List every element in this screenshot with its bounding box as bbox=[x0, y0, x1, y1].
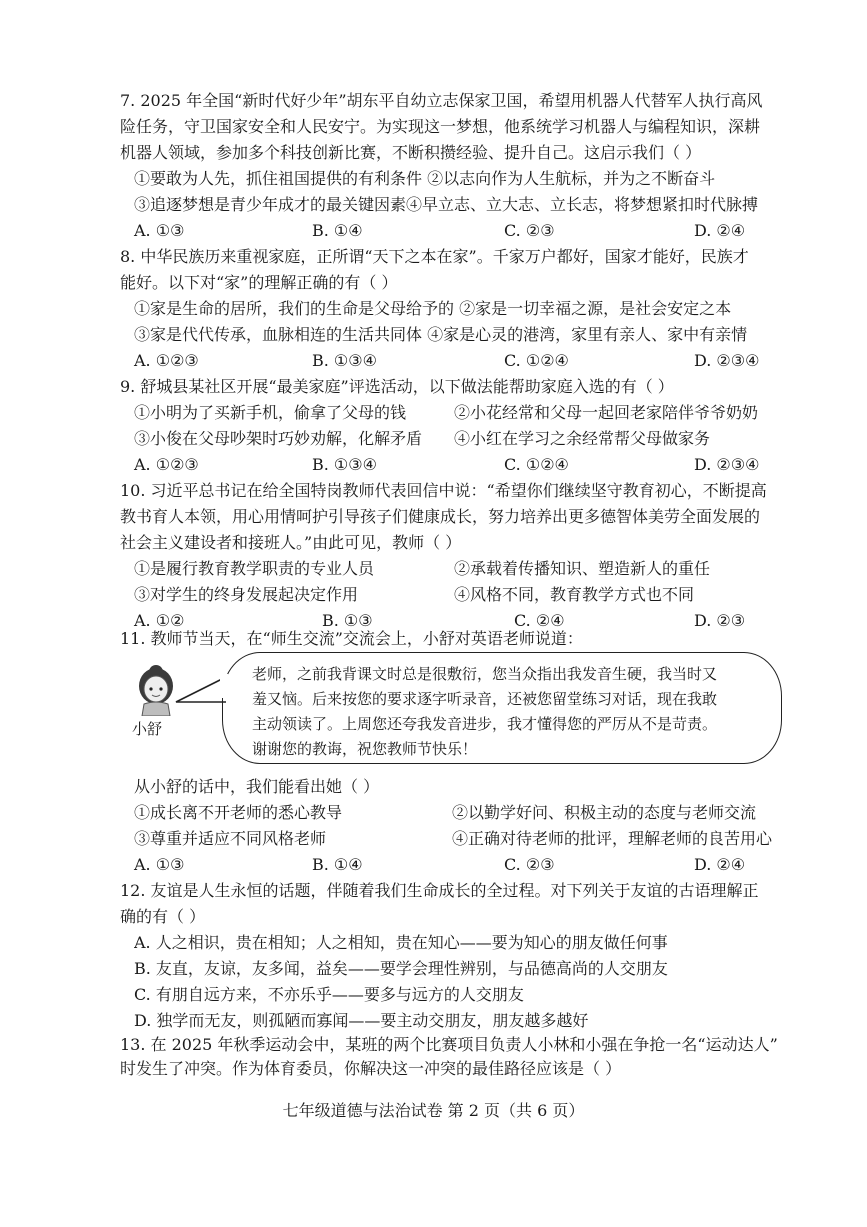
q9-statement-row bbox=[134, 426, 780, 452]
statement-2: ②以勤学好问、积极主动的态度与老师交流 bbox=[452, 803, 757, 822]
option-c: C. ②③ bbox=[504, 221, 555, 240]
bubble-line: 谢谢您的教诲，祝您教师节快乐！ bbox=[252, 740, 478, 758]
q7-stem-line: 险任务，守卫国家安全和人民安宁。为实现这一梦想，他系统学习机器人与编程知识，深耕 bbox=[120, 117, 761, 136]
q8-statements: ③家是代代传承，血脉相连的生活共同体 ④家是心灵的港湾，家里有亲人、家中有亲情 bbox=[134, 325, 748, 344]
option-a: A. ①②③ bbox=[134, 455, 199, 474]
q10-stem-line: 社会主义建设者和接班人。”由此可见，教师（ ） bbox=[120, 533, 462, 552]
page-footer: 七年级道德与法治试卷 第 2 页（共 6 页） bbox=[282, 1101, 585, 1120]
statement-3: ③小俊在父母吵架时巧妙劝解，化解矛盾 bbox=[134, 429, 423, 448]
option-a: A. ①② bbox=[134, 611, 185, 630]
q12-choice-a: A. 人之相识，贵在相知；人之相知，贵在知心——要为知心的朋友做任何事 bbox=[134, 933, 668, 952]
option-b: B. ①④ bbox=[312, 855, 363, 874]
statement-1: ①成长离不开老师的悉心教导 bbox=[134, 803, 343, 822]
bubble-line: 老师，之前我背课文时总是很敷衍，您当众指出我发音生硬，我当时又 bbox=[252, 665, 718, 683]
option-d: D. ②④ bbox=[694, 221, 746, 240]
statement-2: ②承载着传播知识、塑造新人的重任 bbox=[454, 559, 711, 578]
bubble-line: 羞又恼。后来按您的要求逐字听录音，还被您留堂练习对话，现在我敢 bbox=[252, 690, 718, 708]
option-c: C. ②③ bbox=[504, 855, 555, 874]
option-d: D. ②③ bbox=[694, 611, 746, 630]
statement-4: ④小红在学习之余经常帮父母做家务 bbox=[454, 429, 711, 448]
q8-options bbox=[134, 348, 780, 374]
q7-statements: ③追逐梦想是青少年成才的最关键因素④早立志、立大志、立长志，将梦想紧扣时代脉搏 bbox=[134, 195, 759, 214]
statement-4: ④正确对待老师的批评，理解老师的良苦用心 bbox=[452, 829, 773, 848]
q12-choice-c: C. 有朋自远方来，不亦乐乎——要多与远方的人交朋友 bbox=[134, 985, 524, 1004]
option-c: C. ②④ bbox=[514, 611, 565, 630]
q13-stem-line: 13. 在 2025 年秋季运动会中，某班的两个比赛项目负责人小林和小强在争抢一名“运动达人” bbox=[120, 1035, 778, 1054]
statement-1: ①小明为了买新手机，偷拿了父母的钱 bbox=[134, 403, 407, 422]
option-c: C. ①②④ bbox=[504, 351, 569, 370]
q11-statement-row bbox=[134, 800, 780, 826]
q11-stem-line: 11. 教师节当天，在“师生交流”交流会上，小舒对英语老师说道： bbox=[120, 629, 583, 648]
option-b: B. ①③ bbox=[322, 611, 373, 630]
statement-1: ①是履行教育教学职责的专业人员 bbox=[134, 559, 375, 578]
statement-2: ②小花经常和父母一起回老家陪伴爷爷奶奶 bbox=[454, 403, 759, 422]
option-b: B. ①③④ bbox=[312, 455, 377, 474]
q8-stem-line: 8. 中华民族历来重视家庭，正所谓“天下之本在家”。千家万户都好，国家才能好，民族才 bbox=[120, 247, 749, 266]
q7-statements: ①要敢为人先，抓住祖国提供的有利条件 ②以志向作为人生航标，并为之不断奋斗 bbox=[134, 169, 716, 188]
speaker-name: 小舒 bbox=[132, 720, 163, 738]
option-a: A. ①③ bbox=[134, 221, 185, 240]
statement-4: ④风格不同，教育教学方式也不同 bbox=[454, 585, 695, 604]
q8-stem-line: 能好。以下对“家”的理解正确的有（ ） bbox=[120, 273, 398, 292]
q11-prompt: 从小舒的话中，我们能看出她（ ） bbox=[134, 777, 380, 796]
q10-statement-row bbox=[134, 556, 780, 582]
option-b: B. ①③④ bbox=[312, 351, 377, 370]
q12-choice-b: B. 友直，友谅，友多闻，益矣——要学会理性辨别，与品德高尚的人交朋友 bbox=[134, 959, 668, 978]
q10-stem-line: 教书育人本领，用心用情呵护引导孩子们健康成长，努力培养出更多德智体美劳全面发展的 bbox=[120, 507, 761, 526]
q8-statements: ①家是生命的居所，我们的生命是父母给予的 ②家是一切幸福之源，是社会安定之本 bbox=[134, 299, 732, 318]
q12-stem-line: 确的有（ ） bbox=[120, 907, 206, 926]
option-d: D. ②③④ bbox=[694, 351, 760, 370]
q7-options bbox=[134, 218, 780, 244]
option-b: B. ①④ bbox=[312, 221, 363, 240]
q11-options bbox=[134, 852, 780, 878]
q11-statement-row bbox=[134, 826, 780, 852]
q9-options bbox=[134, 452, 780, 478]
q7-stem-line: 机器人领域，参加多个科技创新比赛，不断积攒经验、提升自己。这启示我们（ ） bbox=[120, 143, 702, 162]
option-a: A. ①②③ bbox=[134, 351, 199, 370]
option-d: D. ②④ bbox=[694, 855, 746, 874]
q13-stem-line: 时发生了冲突。作为体育委员，你解决这一冲突的最佳路径应该是（ ） bbox=[120, 1059, 622, 1078]
option-a: A. ①③ bbox=[134, 855, 185, 874]
statement-3: ③尊重并适应不同风格老师 bbox=[134, 829, 327, 848]
bubble-joint bbox=[220, 674, 228, 698]
option-c: C. ①②④ bbox=[504, 455, 569, 474]
q12-choice-d: D. 独学而无友，则孤陋而寡闻——要主动交朋友，朋友越多越好 bbox=[134, 1011, 589, 1030]
q9-stem-line: 9. 舒城县某社区开展“最美家庭”评选活动，以下做法能帮助家庭入选的有（ ） bbox=[120, 377, 674, 396]
q10-stem-line: 10. 习近平总书记在给全国特岗教师代表回信中说：“希望你们继续坚守教育初心，不断提高 bbox=[120, 481, 767, 500]
q9-statement-row bbox=[134, 400, 780, 426]
q12-stem-line: 12. 友谊是人生永恒的话题，伴随着我们生命成长的全过程。对下列关于友谊的古语理解正 bbox=[120, 881, 759, 900]
q7-stem-line: 7. 2025 年全国“新时代好少年”胡东平自幼立志保家卫国，希望用机器人代替军人执行高风 bbox=[120, 91, 763, 110]
statement-3: ③对学生的终身发展起决定作用 bbox=[134, 585, 359, 604]
q10-statement-row bbox=[134, 582, 780, 608]
bubble-line: 主动领读了。上周您还夸我发音进步，我才懂得您的严厉从不是苛责。 bbox=[252, 715, 718, 733]
option-d: D. ②③④ bbox=[694, 455, 760, 474]
